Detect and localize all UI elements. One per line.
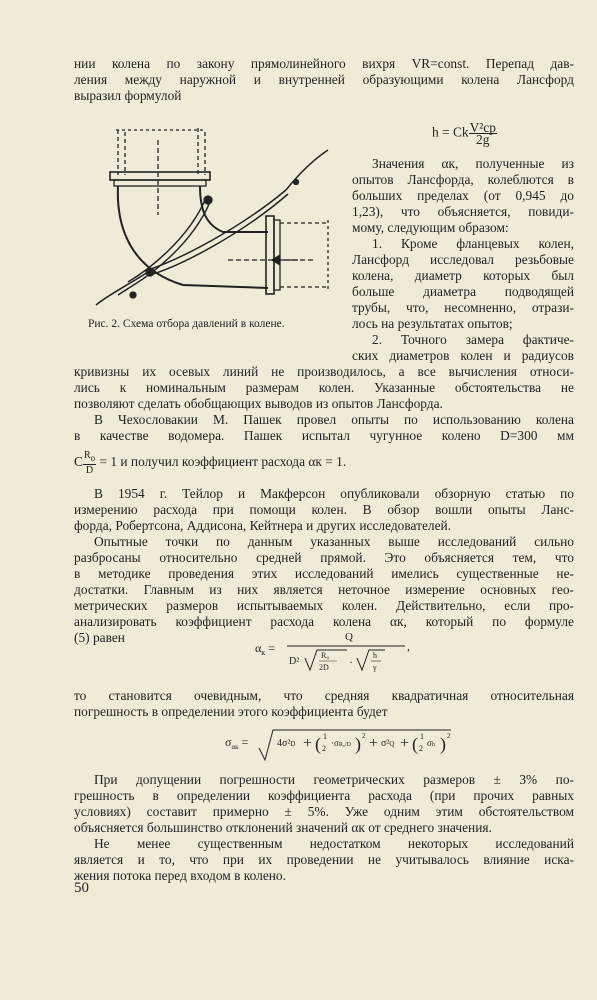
text-line: в качестве водомера. Пашек испытал чугунное колено D=300 мм: [74, 428, 574, 443]
text-line: Опытные точки по данным указанных выше исследований сильно: [94, 534, 574, 549]
text-line: 1. Кроме фланцевых колен,: [372, 236, 574, 251]
formula-alpha: [255, 628, 425, 678]
text-line: лось на результатах опытов;: [352, 316, 513, 331]
svg-text:σαк =: $\sigma_{\alpha к}$ =: [225, 735, 249, 751]
svg-text:h: h: [373, 651, 377, 660]
text-line: разбросаны относительно средней прямой. Это объясняется тем, что: [74, 550, 574, 565]
svg-text:1: 1: [323, 732, 327, 741]
svg-text:+: +: [303, 735, 313, 752]
svg-text:2: 2: [447, 732, 451, 740]
page-number: 50: [74, 880, 89, 896]
svg-text:γ: γ: [373, 663, 377, 672]
svg-text:αк =: $\alpha_к$ =: [255, 641, 275, 657]
formula-lhs: h = Ck: [432, 124, 469, 140]
svg-text:(: (: [315, 734, 321, 754]
text-line: больше диаметра подводящей: [352, 284, 574, 299]
text-line: лись к номинальным размерам колен. Указанные обстоятельства не: [74, 380, 574, 395]
svg-text:(: (: [412, 734, 418, 754]
text-line: Не менее существенным недостатком некоторых исследований: [94, 836, 574, 851]
text-line: При допущении погрешности геометрических размеров ± 3% по-: [94, 772, 574, 787]
figure-caption: Рис. 2. Схема отбора давлений в колене.: [88, 318, 285, 330]
svg-text:1: 1: [420, 732, 424, 741]
svg-text:): ): [440, 734, 446, 754]
svg-text:4σ²D: 4σ²D: [277, 738, 296, 749]
svg-text:2D: 2D: [319, 663, 329, 672]
svg-text:): ): [355, 734, 361, 754]
text-line: опытов Лансфорда, колеблются в: [352, 172, 574, 187]
svg-text:·σR₀/D: ·σR₀/D: [331, 738, 351, 748]
formula-h: [432, 122, 497, 145]
svg-text:,: ,: [407, 639, 410, 653]
text-line: 2. Точного замера фактиче-: [372, 332, 574, 347]
text-line: достатки. Главным из них является неточное измерение основных гео-: [74, 582, 574, 597]
text-line: форда, Робертсона, Аддисона, Кейтнера и других исследователей.: [74, 518, 452, 533]
text-line: В 1954 г. Тейлор и Макферсон опубликовали обзорную статью по: [94, 486, 574, 501]
text-line: трубы, что, несомненно, отрази-: [352, 300, 574, 315]
text-line: (5) равен: [74, 630, 125, 645]
text-line: больших пределах (от 0,945 до: [352, 188, 574, 203]
text-line: анализировать коэффициент расхода колена αк, который по формуле: [74, 614, 574, 629]
text-line: ских диаметров колен и радиусов: [352, 348, 574, 363]
formula-c-text: = 1 и получил коэффициент расхода αк = 1.: [99, 454, 347, 470]
svg-text:σh: σh: [427, 738, 435, 748]
text-line: позволяют сделать обобщающих выводов из опытов Лансфорда.: [74, 396, 443, 411]
formula-denominator: 2g: [476, 132, 490, 147]
text-line: Значения αк, полученные из: [372, 156, 574, 171]
formula-fraction: [469, 122, 497, 145]
text-line: объясняется большинство отклонений значений αк от среднего значения.: [74, 820, 492, 835]
text-line: В Чехословакии М. Пашек провел опыты по использованию колена: [94, 412, 574, 427]
svg-text:·: ·: [349, 655, 353, 669]
text-line: метрических размеров испытываемых колен. Действительно, если про-: [74, 598, 574, 613]
text-line: 1,23), что объясняется, повиди-: [352, 204, 574, 219]
text-line: колена, диаметр которых был: [352, 268, 574, 283]
svg-text:+: +: [400, 735, 410, 752]
text-line: кривизны их осевых линий не производилось, а все вычисления относи-: [74, 364, 574, 379]
text-line: нии колена по закону прямолинейного вихря VR=const. Перепад дав-: [74, 56, 574, 71]
text-line: мому, следующим образом:: [352, 220, 509, 235]
text-line: условиях) составит примерно ± 5%. Уже одним этим обстоятельством: [74, 804, 574, 819]
text-line: измерению расхода при помощи колен. В обзор вошли опыты Ланс-: [74, 502, 574, 517]
text-line: в методике проведения этих исследований имелись существенные не-: [74, 566, 574, 581]
svg-text:2: 2: [419, 744, 423, 753]
svg-text:2: 2: [362, 732, 366, 740]
text-line: выразил формулой: [74, 88, 182, 103]
text-line: Лансфорд исследовал резьбовые: [352, 252, 574, 267]
text-line: то становится очевидным, что средняя квадратичная относительная: [74, 688, 574, 703]
svg-text:σ²Q: σ²Q: [381, 738, 395, 749]
text-line: грешность в определении коэффициента расхода (при прочих равных: [74, 788, 574, 803]
svg-text:2: 2: [322, 744, 326, 753]
formula-numerator: V²ср: [469, 120, 496, 135]
formula-sigma: [225, 722, 465, 766]
text-line: ления между наружной и внутренней образующими колена Лансфорд: [74, 72, 574, 87]
text-line: жения потока перед входом в колено.: [74, 868, 286, 883]
elbow-pressure-diagram: [88, 120, 333, 315]
text-line: является и то, что при их проведении не учитывалось влияние иска-: [74, 852, 574, 867]
svg-text:Q: Q: [345, 631, 353, 643]
svg-text:D²: D²: [289, 656, 300, 667]
svg-text:+: +: [369, 735, 379, 752]
text-line: погрешность в определении этого коэффициента будет: [74, 704, 388, 719]
formula-c: C $\frac{R_o}{D}$ = 1 и получил коэффициент расхода αк = 1.: [74, 450, 347, 476]
svg-text:R₀: R₀: [321, 651, 330, 660]
